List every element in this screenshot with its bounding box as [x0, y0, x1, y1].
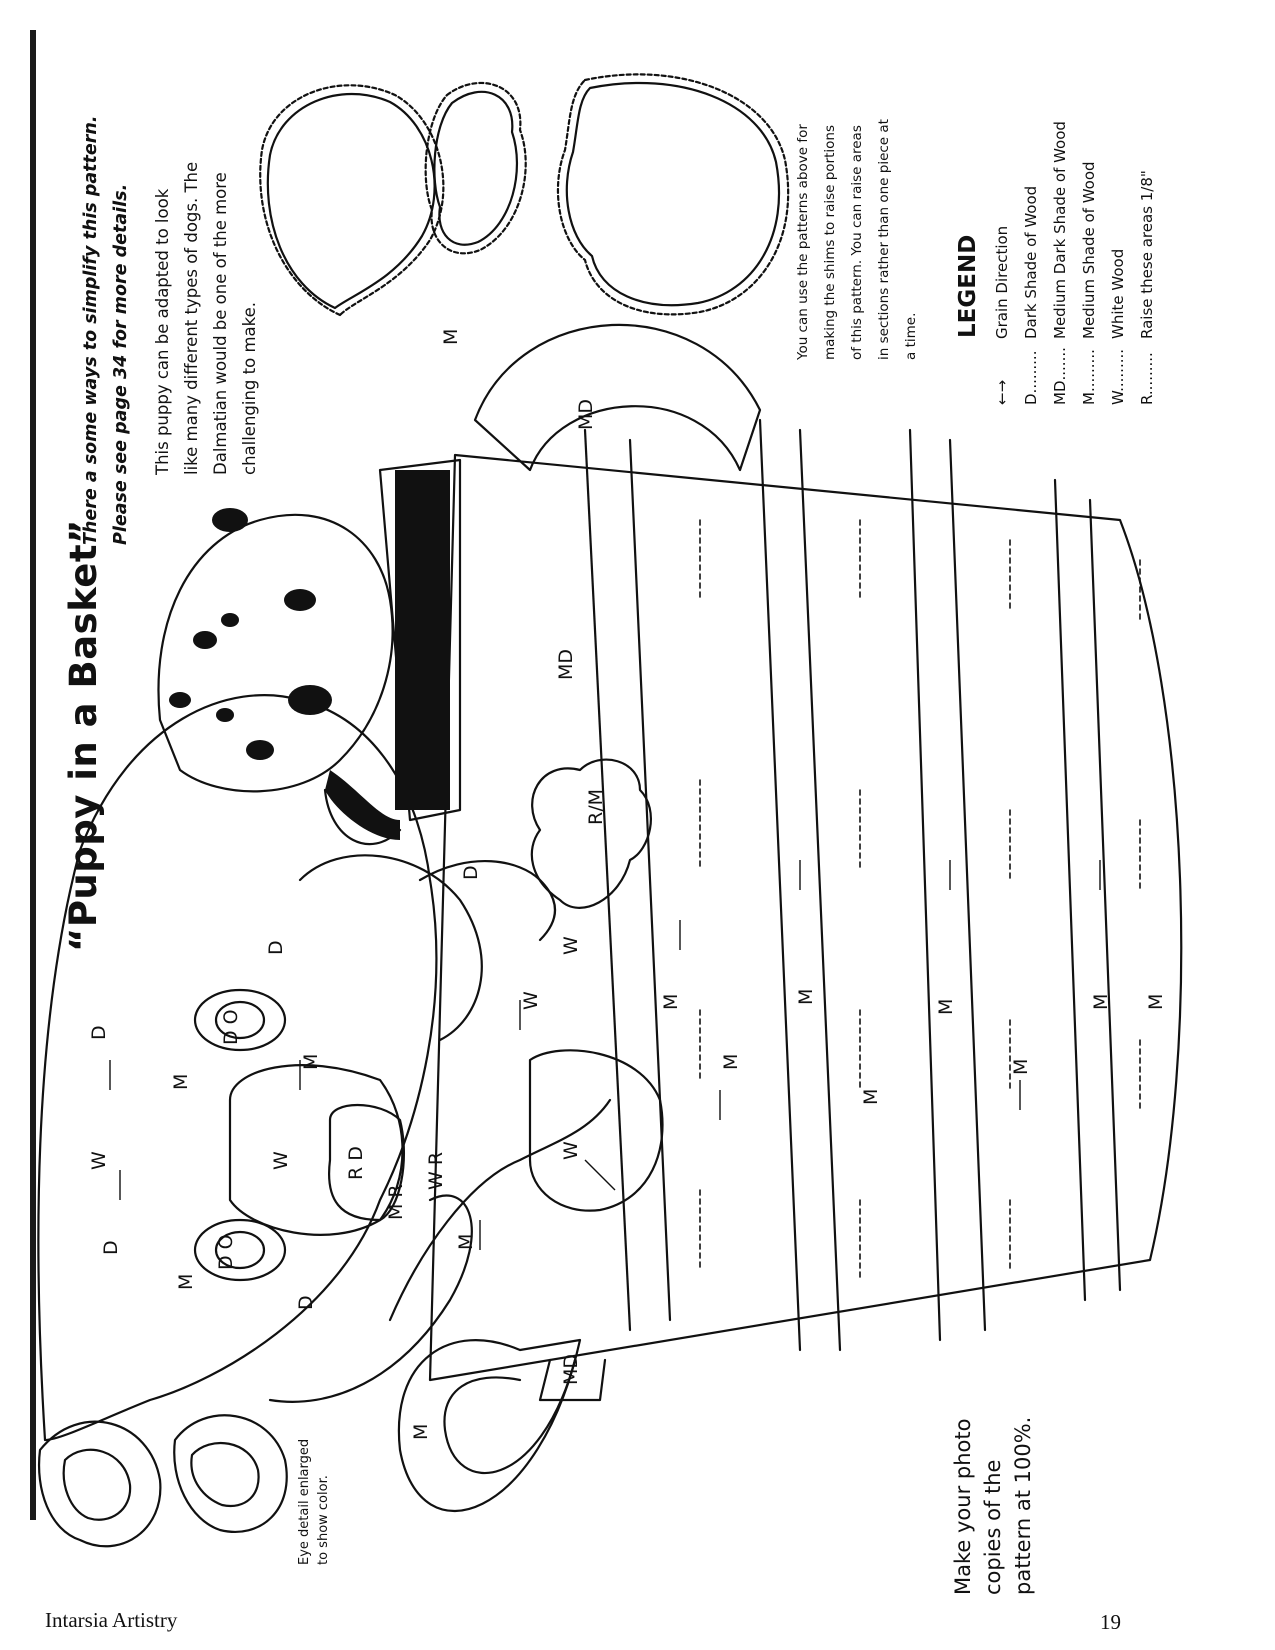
label-m: M [170, 1073, 192, 1090]
dalmatian-note-line: Dalmatian would be one of the more [211, 172, 230, 475]
label-d: D [460, 865, 482, 880]
label-w: W [560, 1141, 582, 1160]
simplify-note [76, 115, 136, 545]
legend-title: LEGEND [955, 234, 981, 338]
label-wr: W R [425, 1151, 447, 1190]
label-d: D [100, 1240, 122, 1255]
legend-item: ←→Grain Direction [993, 225, 1011, 405]
label-m: M [300, 1053, 322, 1070]
dalmatian-basket-dark [395, 470, 450, 810]
label-do: D O [215, 1234, 237, 1270]
label-w: W [560, 936, 582, 955]
photo-copy-note [948, 1417, 1038, 1595]
label-d: D [88, 1025, 110, 1040]
label-m: M [1145, 993, 1167, 1010]
label-md: MD [560, 1353, 582, 1385]
simplify-note-line: Please see page 34 for more details. [111, 183, 131, 545]
label-m: M [455, 1233, 477, 1250]
dalmatian-note-line: like many different types of dogs. The [182, 161, 201, 475]
shims-note [790, 119, 925, 360]
label-m: M [175, 1273, 197, 1290]
eye-detail-note [295, 1439, 333, 1565]
label-m: M [860, 1088, 882, 1105]
label-w: W [270, 1151, 292, 1170]
shims-note-line: in sections rather than one piece at [876, 119, 892, 360]
legend-item: R.........Raise these areas 1/8" [1138, 170, 1156, 405]
label-m: M [440, 328, 462, 345]
label-d: D [295, 1295, 317, 1310]
shim-pattern-ear [260, 85, 443, 315]
legend-item: M.........Medium Shade of Wood [1080, 161, 1098, 405]
shims-note-line: You can use the patterns above for [795, 124, 811, 360]
label-rd: R D [345, 1146, 367, 1180]
label-m: M [795, 988, 817, 1005]
legend [988, 121, 1162, 405]
label-m: M [720, 1053, 742, 1070]
label-d: D [265, 940, 287, 955]
eye-detail-line: to show color. [316, 1475, 331, 1565]
dalmatian-note [148, 162, 264, 475]
shims-note-line: making the shims to raise portions [822, 125, 838, 360]
label-w: W [520, 991, 542, 1010]
label-m: M [410, 1423, 432, 1440]
label-m: M [1010, 1058, 1032, 1075]
label-do: D O [220, 1009, 242, 1045]
dalmatian-note-line: This puppy can be adapted to look [153, 188, 172, 475]
shims-note-line: of this pattern. You can raise areas [849, 125, 865, 360]
legend-item: MD.......Medium Dark Shade of Wood [1051, 121, 1069, 405]
label-w: W [88, 1151, 110, 1170]
dalmatian-note-line: challenging to make. [240, 301, 259, 475]
photo-copy-line: Make your photo [951, 1418, 975, 1595]
label-m: M [660, 993, 682, 1010]
shim-pattern-head [558, 74, 788, 314]
label-md: MD [575, 398, 597, 430]
legend-item: W.........White Wood [1109, 248, 1127, 405]
label-m: M [1090, 993, 1112, 1010]
legend-item: D.........Dark Shade of Wood [1022, 185, 1040, 405]
photo-copy-line: copies of the [981, 1459, 1005, 1595]
label-rm: R/M [585, 789, 607, 825]
eye-detail-line: Eye detail enlarged [297, 1438, 312, 1565]
shim-pattern-paw [426, 83, 526, 253]
simplify-note-line: There a some ways to simplify this pattern. [81, 115, 101, 545]
label-mr: M R [385, 1184, 407, 1220]
shims-note-line: a time. [903, 312, 919, 360]
publication-name: Intarsia Artistry [45, 1608, 178, 1632]
page-title: “Puppy in a Basket” [62, 519, 105, 952]
label-m: M [935, 998, 957, 1015]
label-md: MD [555, 648, 577, 680]
photo-copy-line: pattern at 100%. [1011, 1416, 1035, 1595]
page-number: 19 [1100, 1610, 1121, 1634]
